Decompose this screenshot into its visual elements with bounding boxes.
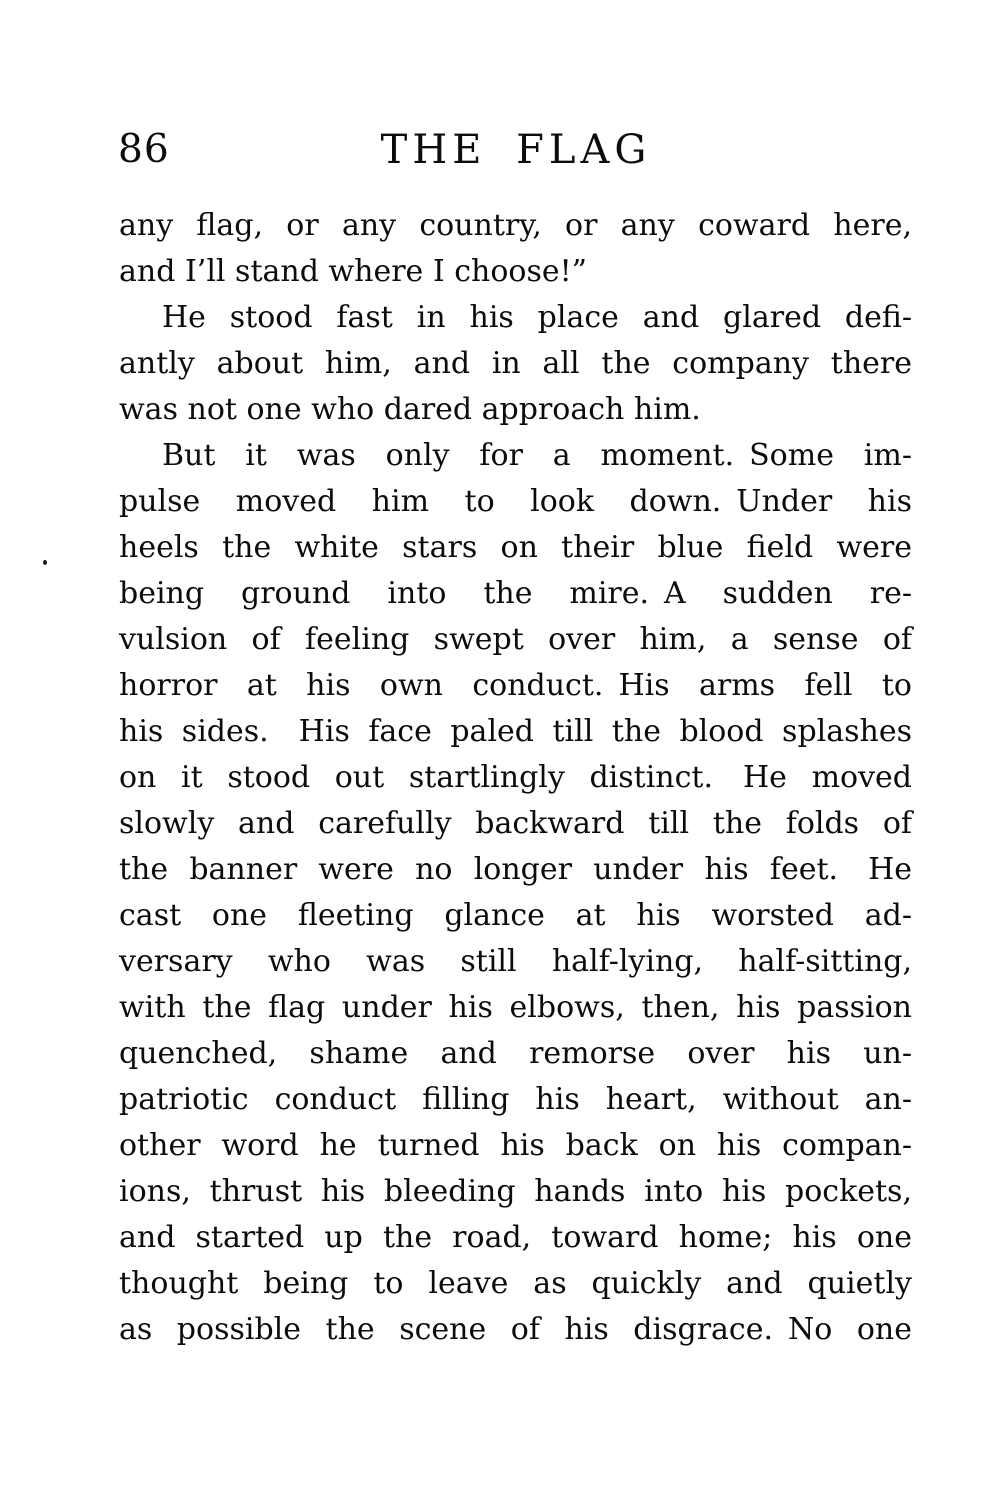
body-text xyxy=(119,203,912,1353)
text-line: the banner were no longer under his feet. He xyxy=(119,852,912,887)
text-line: versary who was still half-lying, half-sitting, xyxy=(119,944,912,979)
text-line: pulse moved him to look down. Under his xyxy=(119,484,912,519)
text-line: patriotic conduct filling his heart, without an- xyxy=(119,1082,912,1117)
text-line: quenched, shame and remorse over his un- xyxy=(119,1036,912,1071)
text-line: with the flag under his elbows, then, his passion xyxy=(119,990,912,1025)
text-line: vulsion of feeling swept over him, a sense of xyxy=(119,622,912,657)
running-header-title: THE FLAG xyxy=(380,127,652,173)
text-line: He stood fast in his place and glared defi- xyxy=(162,300,912,335)
text-line: ions, thrust his bleeding hands into his pockets, xyxy=(119,1174,912,1209)
text-line: slowly and carefully backward till the folds of xyxy=(119,806,912,841)
text-line: thought being to leave as quickly and quietly xyxy=(119,1266,912,1301)
text-line: cast one fleeting glance at his worsted ad- xyxy=(119,898,912,933)
text-line: as possible the scene of his disgrace. No one xyxy=(119,1312,912,1347)
text-line: and started up the road, toward home; his one xyxy=(119,1220,912,1255)
text-line: antly about him, and in all the company there xyxy=(119,346,912,381)
text-line: heels the white stars on their blue field were xyxy=(119,530,912,565)
text-line: any flag, or any country, or any coward here, xyxy=(119,208,912,243)
text-line: and I’ll stand where I choose!” xyxy=(119,254,588,289)
text-line: on it stood out startlingly distinct. He moved xyxy=(119,760,912,795)
text-line: being ground into the mire. A sudden re- xyxy=(119,576,912,611)
text-line: was not one who dared approach him. xyxy=(119,392,701,427)
text-line: horror at his own conduct. His arms fell to xyxy=(119,668,912,703)
text-line: his sides. His face paled till the blood splashes xyxy=(119,714,912,749)
text-line: But it was only for a moment. Some im- xyxy=(162,438,912,473)
ink-speck xyxy=(43,560,47,565)
page-number: 86 xyxy=(118,127,170,172)
text-line: other word he turned his back on his compan- xyxy=(119,1128,912,1163)
